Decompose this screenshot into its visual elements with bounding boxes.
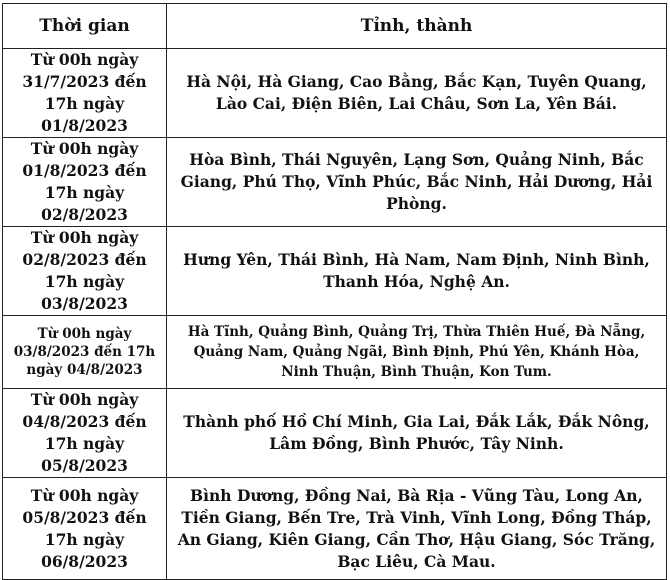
schedule-table [2, 3, 667, 580]
provinces-cell: Thành phố Hồ Chí Minh, Gia Lai, Đắk Lắk, Đắk Nông, Lâm Đồng, Bình Phước, Tây Ninh. [167, 389, 667, 478]
header-time: Thời gian [3, 4, 167, 49]
table-row [3, 316, 667, 389]
time-cell: Từ 00h ngày 05/8/2023 đến 17h ngày 06/8/2023 [3, 478, 167, 580]
provinces-cell: Hòa Bình, Thái Nguyên, Lạng Sơn, Quảng Ninh, Bắc Giang, Phú Thọ, Vĩnh Phúc, Bắc Ninh, Hải Dương, Hải Phòng. [167, 138, 667, 227]
time-cell: Từ 00h ngày 02/8/2023 đến 17h ngày 03/8/2023 [3, 227, 167, 316]
provinces-cell: Hà Nội, Hà Giang, Cao Bằng, Bắc Kạn, Tuyên Quang, Lào Cai, Điện Biên, Lai Châu, Sơn La, Yên Bái. [167, 49, 667, 138]
table-row [3, 389, 667, 478]
time-cell: Từ 00h ngày 31/7/2023 đến 17h ngày 01/8/2023 [3, 49, 167, 138]
table-row [3, 227, 667, 316]
provinces-cell: Hưng Yên, Thái Bình, Hà Nam, Nam Định, Ninh Bình, Thanh Hóa, Nghệ An. [167, 227, 667, 316]
table-row [3, 478, 667, 580]
time-cell: Từ 00h ngày 04/8/2023 đến 17h ngày 05/8/2023 [3, 389, 167, 478]
time-cell: Từ 00h ngày 03/8/2023 đến 17h ngày 04/8/2023 [3, 316, 167, 389]
provinces-cell: Hà Tĩnh, Quảng Bình, Quảng Trị, Thừa Thiên Huế, Đà Nẵng, Quảng Nam, Quảng Ngãi, Bình Định, Phú Yên, Khánh Hòa, Ninh Thuận, Bình Thuận, Kon Tum. [167, 316, 667, 389]
table-row [3, 138, 667, 227]
table-row [3, 49, 667, 138]
header-row [3, 4, 667, 49]
provinces-cell: Bình Dương, Đồng Nai, Bà Rịa - Vũng Tàu, Long An, Tiền Giang, Bến Tre, Trà Vinh, Vĩnh Long, Đồng Tháp, An Giang, Kiên Giang, Cần Thơ, Hậu Giang, Sóc Trăng, Bạc Liêu, Cà Mau. [167, 478, 667, 580]
time-cell: Từ 00h ngày 01/8/2023 đến 17h ngày 02/8/2023 [3, 138, 167, 227]
header-provinces: Tỉnh, thành [167, 4, 667, 49]
